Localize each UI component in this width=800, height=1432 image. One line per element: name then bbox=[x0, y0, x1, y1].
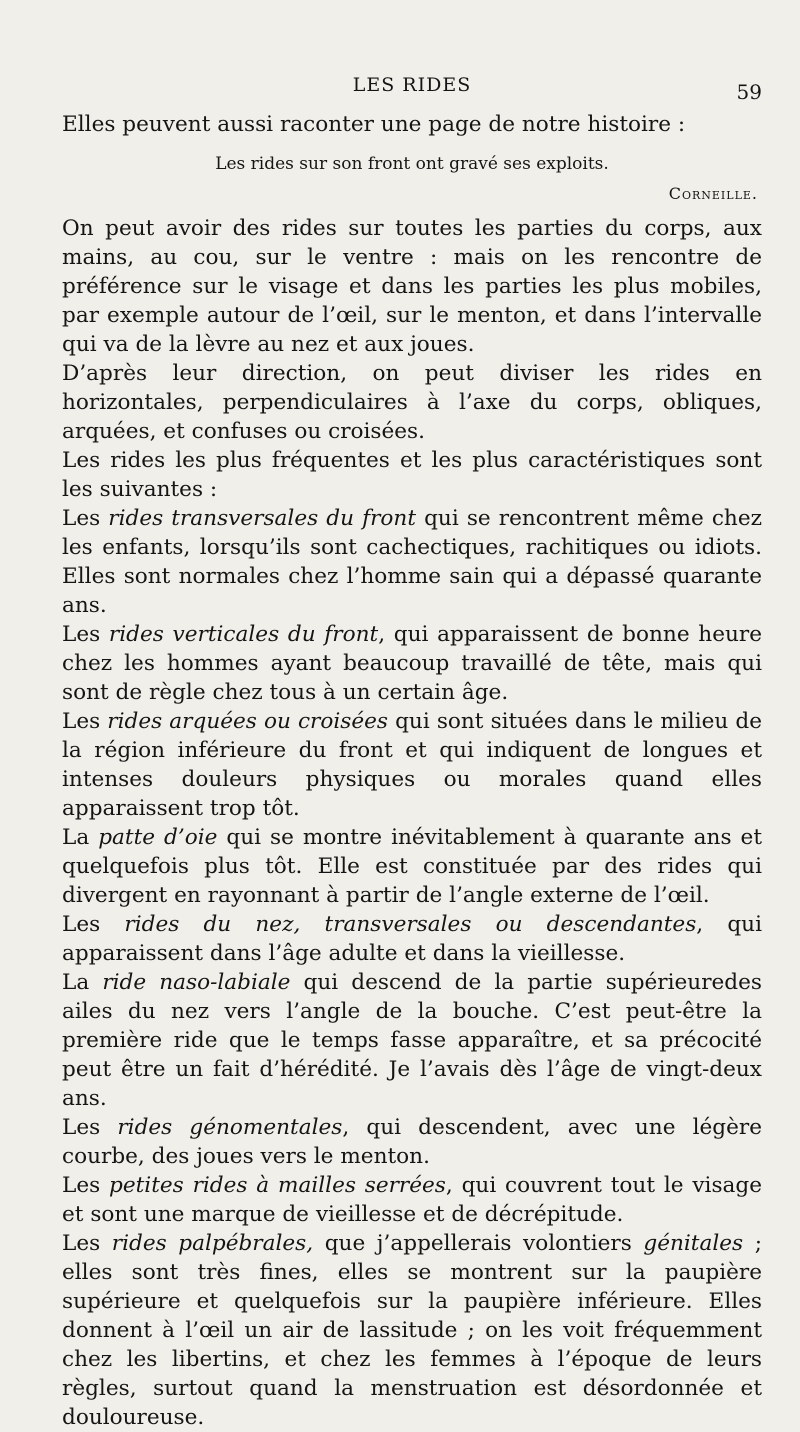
paragraph bbox=[62, 1229, 762, 1432]
italic-term: rides palpébrales, bbox=[111, 1231, 314, 1256]
epigraph-verse: Les rides sur son front ont gravé ses exploits. bbox=[215, 154, 609, 174]
page-number: 59 bbox=[736, 80, 762, 104]
paragraph bbox=[62, 359, 762, 446]
italic-term: rides transversales du front bbox=[108, 506, 416, 531]
italic-term: rides verticales du front bbox=[108, 622, 379, 647]
paragraph bbox=[62, 910, 762, 968]
italic-term: génitales bbox=[643, 1231, 744, 1256]
italic-term: patte d’oie bbox=[98, 825, 218, 850]
italic-term: rides du nez, transversales ou descendantes bbox=[124, 912, 697, 937]
text-run: Les bbox=[62, 1231, 112, 1256]
body-text bbox=[62, 110, 762, 1432]
italic-term: petites rides à mailles serrées bbox=[109, 1173, 446, 1198]
text-run: qui descend de la partie supérieuredes ailes du nez vers l’angle de la bouche. C’est peut-être la première ride que le temps fasse apparaître, et sa précocité peut être un fait d’hérédité. Je l’avais dès l’âge de vingt-deux ans. bbox=[62, 970, 762, 1111]
paragraph bbox=[62, 707, 762, 823]
paragraph bbox=[62, 504, 762, 620]
italic-term: ride naso-labiale bbox=[102, 970, 291, 995]
italic-term: rides arquées ou croisées bbox=[107, 709, 388, 734]
running-title: LES RIDES bbox=[352, 74, 472, 96]
text-run: Les bbox=[62, 1173, 110, 1198]
text-run: Les bbox=[62, 1115, 118, 1140]
text-run: ; elles sont très fines, elles se montrent sur la paupière supérieure et quelquefois sur la paupière inférieure. Elles donnent à l’œil un air de lassitude ; on les voit fréquemment chez les libertins, et chez les femmes à l’époque de leurs règles, surtout quand la menstruation est désordonnée et douloureuse. bbox=[62, 1231, 762, 1430]
paragraph bbox=[62, 968, 762, 1113]
paragraph bbox=[62, 446, 762, 504]
running-head bbox=[62, 74, 762, 108]
text-run: qui sont situées dans le milieu de la région inférieure du front et qui indiquent de longues et intenses douleurs physiques ou morales quand elles apparaissent trop tôt. bbox=[62, 709, 762, 821]
text-run: Les bbox=[62, 622, 109, 647]
text-run: qui se rencontrent même chez les enfants, lorsqu’ils sont cachectiques, rachitiques ou idiots. Elles sont normales chez l’homme sain qui a dépassé quarante ans. bbox=[62, 506, 762, 618]
text-run: , qui apparaissent dans l’âge adulte et dans la vieillesse. bbox=[62, 912, 762, 966]
text-run: , qui descendent, avec une légère courbe, des joues vers le menton. bbox=[62, 1115, 762, 1169]
text-run: D’après leur direction, on peut diviser les rides en horizontales, perpendiculaires à l’axe du corps, obliques, arquées, et confuses ou croisées. bbox=[62, 361, 762, 444]
text-run: La bbox=[62, 970, 103, 995]
paragraph bbox=[62, 620, 762, 707]
intro-line: Elles peuvent aussi raconter une page de notre histoire : bbox=[62, 112, 686, 137]
text-run: Les bbox=[62, 709, 108, 734]
text-run: qui se montre inévitablement à quarante ans et quelquefois plus tôt. Elle est constituée par des rides qui divergent en rayonnant à partir de l’angle externe de l’œil. bbox=[62, 825, 763, 908]
text-run: , qui apparaissent de bonne heure chez les hommes ayant beaucoup travaillé de tête, mais qui sont de règle chez tous à un certain âge. bbox=[62, 622, 762, 705]
paragraph-list bbox=[62, 214, 762, 1432]
text-run: Les bbox=[62, 912, 125, 937]
paragraph bbox=[62, 823, 762, 910]
text-run: On peut avoir des rides sur toutes les parties du corps, aux mains, au cou, sur le ventre : mais on les rencontre de préférence sur le visage et dans les parties les plus mobiles, par exemple autour de l’œil, sur le menton, et dans l’intervalle qui va de la lèvre au nez et aux joues. bbox=[62, 216, 762, 357]
text-run: Les rides les plus fréquentes et les plus caractéristiques sont les suivantes : bbox=[62, 448, 762, 502]
text-run: La bbox=[62, 825, 99, 850]
text-run: Les bbox=[62, 506, 109, 531]
italic-term: rides génomentales bbox=[117, 1115, 343, 1140]
paragraph bbox=[62, 1171, 762, 1229]
paragraph bbox=[62, 214, 762, 359]
text-run: , qui couvrent tout le visage et sont une marque de vieillesse et de décrépitude. bbox=[62, 1173, 762, 1227]
text-run: que j’appellerais volontiers bbox=[313, 1231, 644, 1256]
paragraph bbox=[62, 1113, 762, 1171]
epigraph-author: Corneille. bbox=[668, 184, 758, 203]
